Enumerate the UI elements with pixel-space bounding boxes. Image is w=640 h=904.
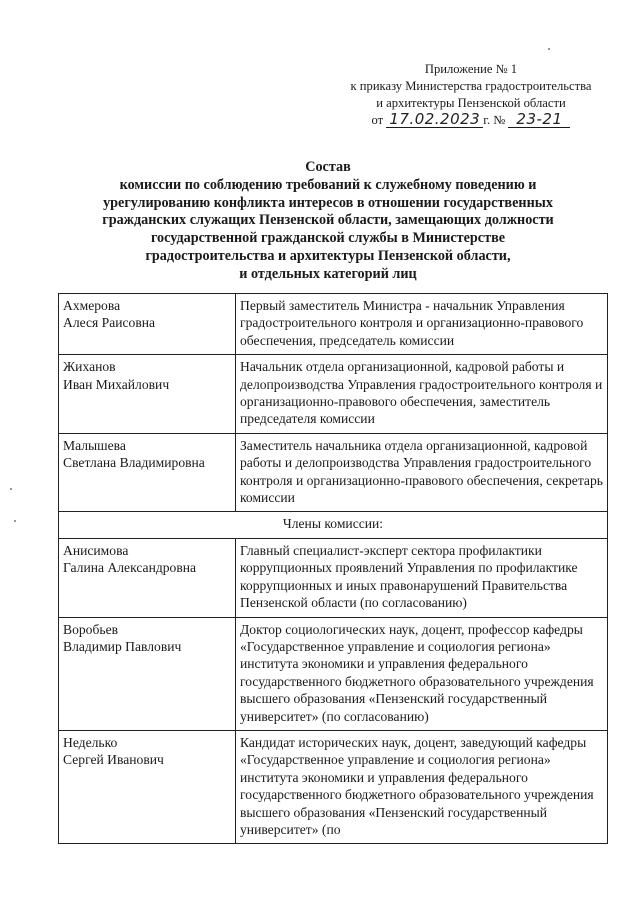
member-name-cell xyxy=(59,355,236,434)
table-row xyxy=(59,538,608,617)
order-date-number-line xyxy=(340,112,602,129)
year-number-label: г. № xyxy=(483,113,506,127)
from-label: от xyxy=(371,113,384,127)
title-line: комиссии по соблюдению требований к служебному поведению и xyxy=(119,176,537,193)
member-name-cell xyxy=(59,538,236,617)
scan-speck xyxy=(548,48,550,50)
members-heading: Члены комиссии: xyxy=(59,512,608,538)
member-role-cell: Заместитель начальника отдела организационной, кадровой работы и делопроизводства Управления градостроительного контроля и организационно-правового обеспечения, секретарь комиссии xyxy=(236,433,608,512)
member-role-cell: Кандидат исторических наук, доцент, заведующий кафедры «Государственное управление и социология региона» института экономики и управления федерального государственного бюджетного образовательного учреждения высшего образования «Пензенский государственный университет» (по xyxy=(236,730,608,843)
document-title xyxy=(60,159,596,284)
handwritten-order-number: 23-21 xyxy=(508,112,570,128)
member-surname: Малышева xyxy=(63,437,126,453)
member-given-names: Сергей Иванович xyxy=(63,752,164,768)
handwritten-date: 17.02.2023 xyxy=(386,112,483,128)
appendix-block xyxy=(340,61,602,129)
members-heading-row xyxy=(59,512,608,538)
appendix-line-1: Приложение № 1 xyxy=(424,62,518,76)
table-row xyxy=(59,433,608,512)
commission-table xyxy=(58,293,608,844)
member-given-names: Алеся Раисовна xyxy=(63,315,156,331)
table-row xyxy=(59,294,608,355)
table-row xyxy=(59,617,608,730)
title-line: градостроительства и архитектуры Пензенской области, xyxy=(145,247,511,264)
table-row xyxy=(59,355,608,434)
scan-speck xyxy=(14,520,16,522)
appendix-line-2: к приказу Министерства градостроительства xyxy=(350,79,592,93)
member-role-cell: Первый заместитель Министра - начальник Управления градостроительного контроля и организационно-правового обеспечения, председатель комиссии xyxy=(236,294,608,355)
title-line: урегулированию конфликта интересов в отношении государственных xyxy=(103,194,553,211)
member-surname: Неделько xyxy=(63,734,118,750)
member-name-cell xyxy=(59,617,236,730)
appendix-line-3: и архитектуры Пензенской области xyxy=(376,96,566,110)
member-name-cell xyxy=(59,730,236,843)
title-line: и отдельных категорий лиц xyxy=(239,265,417,282)
member-surname: Воробьев xyxy=(63,621,119,637)
member-role-cell: Начальник отдела организационной, кадровой работы и делопроизводства Управления градостроительного контроля и организационно-правового обеспечения, заместитель председателя комиссии xyxy=(236,355,608,434)
member-role-cell: Доктор социологических наук, доцент, профессор кафедры «Государственное управление и социология региона» института экономики и управления федерального государственного бюджетного образовательного учреждения высшего образования «Пензенский государственный университет» (по согласованию) xyxy=(236,617,608,730)
member-surname: Анисимова xyxy=(63,542,129,558)
member-surname: Ахмерова xyxy=(63,298,121,313)
member-name-cell xyxy=(59,294,236,355)
member-surname: Жиханов xyxy=(63,359,116,375)
scan-speck xyxy=(10,488,12,490)
member-given-names: Владимир Павлович xyxy=(63,638,182,654)
member-given-names: Светлана Владимировна xyxy=(63,455,205,471)
member-given-names: Иван Михайлович xyxy=(63,376,170,392)
member-name-cell xyxy=(59,433,236,512)
title-line: гражданских служащих Пензенской области, замещающих должности xyxy=(102,212,554,229)
title-line: государственной гражданской службы в Министерстве xyxy=(150,230,506,247)
member-role-cell: Главный специалист-эксперт сектора профилактики коррупционных проявлений Управления по профилактике коррупционных и иных правонарушений Правительства Пензенской области (по согласованию) xyxy=(236,538,608,617)
table-row xyxy=(59,730,608,843)
title-heading: Состав xyxy=(305,159,351,175)
member-given-names: Галина Александровна xyxy=(63,560,197,576)
